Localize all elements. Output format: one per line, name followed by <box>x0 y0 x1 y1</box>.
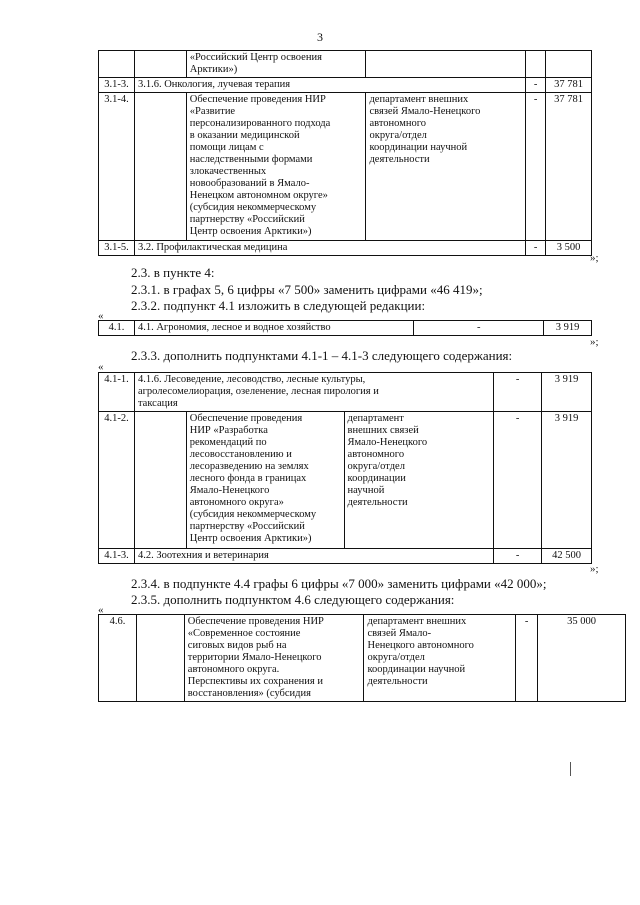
row-dash: - <box>414 321 544 336</box>
row-dash: - <box>494 373 542 412</box>
table-row <box>99 51 592 78</box>
row-dash <box>526 51 546 78</box>
paragraph-2-3-2: 2.3.2. подпункт 4.1 изложить в следующей редакции: <box>131 298 426 313</box>
row-sub <box>134 51 186 78</box>
quote-close: »; <box>590 336 599 348</box>
row-executor: департамент внешних связей Ямало-Ненецкого автономного округа/отдел координации научной деятельности <box>344 412 494 549</box>
row-executor: департамент внешних связей Ямало-Ненецкого автономного округа/отдел координации научной деятельности <box>366 93 526 241</box>
row-sub <box>136 615 184 702</box>
quote-open: « <box>98 310 104 322</box>
row-value: 42 500 <box>542 549 592 564</box>
row-dash: - <box>516 615 538 702</box>
table-row <box>99 549 592 564</box>
row-title: 4.1. Агрономия, лесное и водное хозяйство <box>134 321 413 336</box>
row-dash: - <box>526 78 546 93</box>
row-number: 3.1-3. <box>99 78 135 93</box>
paragraph-2-3-4: 2.3.4. в подпункте 4.4 графы 6 цифры «7 000» заменить цифрами «42 000»; <box>131 576 547 591</box>
row-value <box>546 51 592 78</box>
quote-close: »; <box>590 252 599 264</box>
row-executor: департамент внешних связей Ямало- Ненецкого автономного округа/отдел координации научной деятельности <box>364 615 516 702</box>
row-value: 3 919 <box>542 373 592 412</box>
row-value: 3 919 <box>542 412 592 549</box>
table-row <box>99 321 592 336</box>
quote-open: « <box>98 604 104 616</box>
paragraph-2-3-3: 2.3.3. дополнить подпунктами 4.1-1 – 4.1-3 следующего содержания: <box>131 348 513 363</box>
row-executor <box>366 51 526 78</box>
margin-mark <box>570 762 571 776</box>
row-dash: - <box>494 549 542 564</box>
paragraph-2-3-5: 2.3.5. дополнить подпунктом 4.6 следующего содержания: <box>131 592 455 607</box>
table-row <box>99 93 592 241</box>
row-title: 3.1.6. Онкология, лучевая терапия <box>134 78 525 93</box>
paragraph-2-3-1: 2.3.1. в графах 5, 6 цифры «7 500» заменить цифрами «46 419»; <box>131 282 483 297</box>
row-sub <box>134 93 186 241</box>
row-description: Обеспечение проведения НИР «Современное состояние сиговых видов рыб на территории Ямало-Ненецкого автономного округа. Перспективы их сохранения и восстановления» (субсидия <box>184 615 364 702</box>
row-dash: - <box>494 412 542 549</box>
table-row <box>99 615 626 702</box>
table-row <box>99 373 592 412</box>
row-title: 4.1.6. Лесоведение, лесоводство, лесные культуры, агролесомелиорация, озеленение, лесная пирология и таксация <box>134 373 493 412</box>
table-forestry <box>98 372 592 564</box>
row-number: 4.1-3. <box>99 549 135 564</box>
row-number: 4.1-1. <box>99 373 135 412</box>
paragraph-2-3: 2.3. в пункте 4: <box>131 265 215 280</box>
row-description: Обеспечение проведения НИР «Развитие персонализированного подхода в оказании медицинской помощи лицам с наследственными формами злокачественных новообразований в Ямало- Ненецком автономном округе» (субсидия некоммерческому партнерству «Российский Центр освоения Арктики») <box>186 93 366 241</box>
row-number <box>99 51 135 78</box>
row-description: Обеспечение проведения НИР «Разработка рекомендаций по лесовосстановлению и лесоразведению на землях лесного фонда в границах Ямало-Ненецкого автономного округа» (субсидия некоммерческому партнерству «Российский Центр освоения Арктики») <box>186 412 344 549</box>
row-number: 3.1-5. <box>99 241 135 256</box>
row-number: 3.1-4. <box>99 93 135 241</box>
row-dash: - <box>526 241 546 256</box>
row-number: 4.6. <box>99 615 137 702</box>
row-number: 4.1-2. <box>99 412 135 549</box>
quote-open: « <box>98 361 104 373</box>
table-row <box>99 78 592 93</box>
table-row <box>99 241 592 256</box>
row-description: «Российский Центр освоения Арктики») <box>186 51 366 78</box>
row-value: 3 500 <box>546 241 592 256</box>
row-dash: - <box>526 93 546 241</box>
row-value: 35 000 <box>538 615 626 702</box>
row-number: 4.1. <box>99 321 135 336</box>
table-oncology <box>98 50 592 256</box>
row-value: 37 781 <box>546 93 592 241</box>
row-sub <box>134 412 186 549</box>
table-fish-research <box>98 614 626 702</box>
page-number: 3 <box>317 30 323 44</box>
row-title: 4.2. Зоотехния и ветеринария <box>134 549 493 564</box>
row-title: 3.2. Профилактическая медицина <box>134 241 525 256</box>
table-row <box>99 412 592 549</box>
quote-close: »; <box>590 563 599 575</box>
row-value: 3 919 <box>544 321 592 336</box>
row-value: 37 781 <box>546 78 592 93</box>
table-agronomy <box>98 320 592 336</box>
